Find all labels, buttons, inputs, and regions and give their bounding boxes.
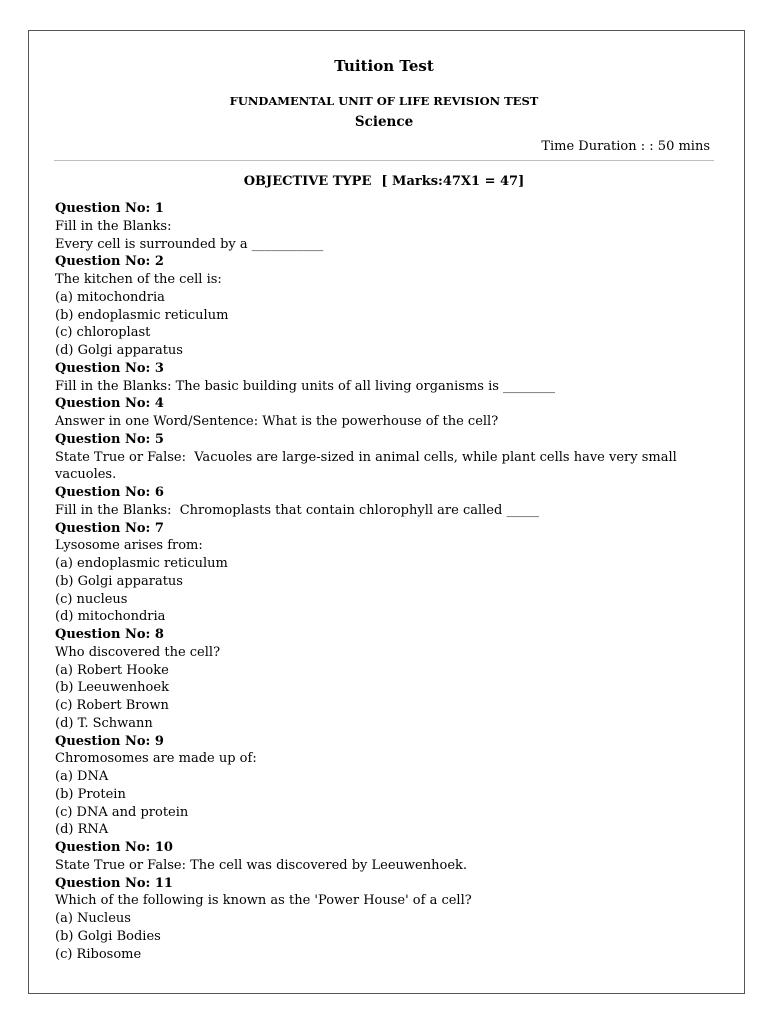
answer-option: (a) Nucleus [55, 911, 131, 926]
answer-option: (a) mitochondria [55, 289, 165, 305]
answer-option: (c) nucleus [55, 591, 128, 607]
question-number: Question No: 8 [55, 627, 164, 642]
question-text: Every cell is surrounded by a ___________ [55, 236, 324, 252]
answer-option: (b) Leeuwenhoek [55, 680, 169, 696]
question-text: vacuoles. [55, 467, 117, 483]
question-item [55, 395, 695, 431]
test-subtitle: FUNDAMENTAL UNIT OF LIFE REVISION TEST [229, 94, 539, 108]
answer-option: (b) Protein [55, 786, 126, 802]
question-number: Question No: 2 [55, 254, 164, 270]
question-text: Lysosome arises from: [55, 538, 203, 554]
question-list [55, 200, 695, 963]
question-text: Fill in the Blanks: The basic building units of all living organisms is ________ [55, 378, 556, 394]
question-number: Question No: 3 [55, 360, 164, 376]
question-item [55, 875, 695, 964]
section-heading [0, 173, 768, 191]
answer-option: (a) endoplasmic reticulum [55, 556, 228, 571]
answer-option: (b) Golgi Bodies [55, 928, 161, 944]
question-item [55, 484, 695, 520]
answer-option: (a) DNA [55, 769, 109, 784]
question-number: Question No: 4 [55, 396, 164, 412]
question-item [55, 360, 695, 396]
header-divider [54, 160, 714, 161]
answer-option: (d) mitochondria [55, 609, 166, 625]
answer-option: (c) Ribosome [55, 946, 142, 962]
answer-option: (d) T. Schwann [55, 715, 153, 731]
answer-option: (a) Robert Hooke [55, 662, 169, 678]
test-title: Tuition Test [334, 57, 434, 75]
question-item [55, 839, 695, 875]
question-item [55, 520, 695, 627]
question-text: Which of the following is known as the 'Power House' of a cell? [55, 893, 472, 909]
question-text: The kitchen of the cell is: [55, 272, 222, 287]
question-item [55, 626, 695, 733]
answer-option: (b) endoplasmic reticulum [55, 307, 229, 323]
question-text: Who discovered the cell? [55, 644, 221, 660]
question-number: Question No: 11 [55, 875, 173, 891]
question-item [55, 431, 695, 484]
question-text: Fill in the Blanks: Chromoplasts that contain chlorophyll are called _____ [55, 502, 539, 518]
section-marks: [ Marks:47X1 = 47] [381, 174, 525, 189]
question-text: State True or False: Vacuoles are large-sized in animal cells, while plant cells have very small [55, 449, 677, 465]
answer-option: (b) Golgi apparatus [55, 573, 183, 589]
question-item [55, 200, 695, 253]
question-item [55, 253, 695, 360]
question-number: Question No: 9 [55, 733, 164, 749]
question-text: Fill in the Blanks: [55, 218, 172, 234]
answer-option: (c) Robert Brown [55, 698, 169, 713]
question-text: State True or False: The cell was discovered by Leeuwenhoek. [55, 857, 468, 873]
answer-option: (c) DNA and protein [55, 804, 189, 820]
question-number: Question No: 1 [55, 201, 164, 216]
answer-option: (d) RNA [55, 822, 109, 838]
question-item [55, 733, 695, 840]
question-number: Question No: 7 [55, 520, 164, 536]
question-text: Answer in one Word/Sentence: What is the powerhouse of the cell? [55, 414, 499, 429]
question-text: Chromosomes are made up of: [55, 751, 257, 767]
time-duration: Time Duration : : 50 mins [541, 139, 710, 154]
answer-option: (c) chloroplast [55, 325, 151, 341]
question-number: Question No: 10 [55, 840, 173, 855]
question-number: Question No: 6 [55, 485, 164, 500]
section-name: OBJECTIVE TYPE [243, 174, 372, 189]
answer-option: (d) Golgi apparatus [55, 343, 183, 358]
subject-name: Science [354, 114, 414, 130]
question-number: Question No: 5 [55, 431, 164, 447]
